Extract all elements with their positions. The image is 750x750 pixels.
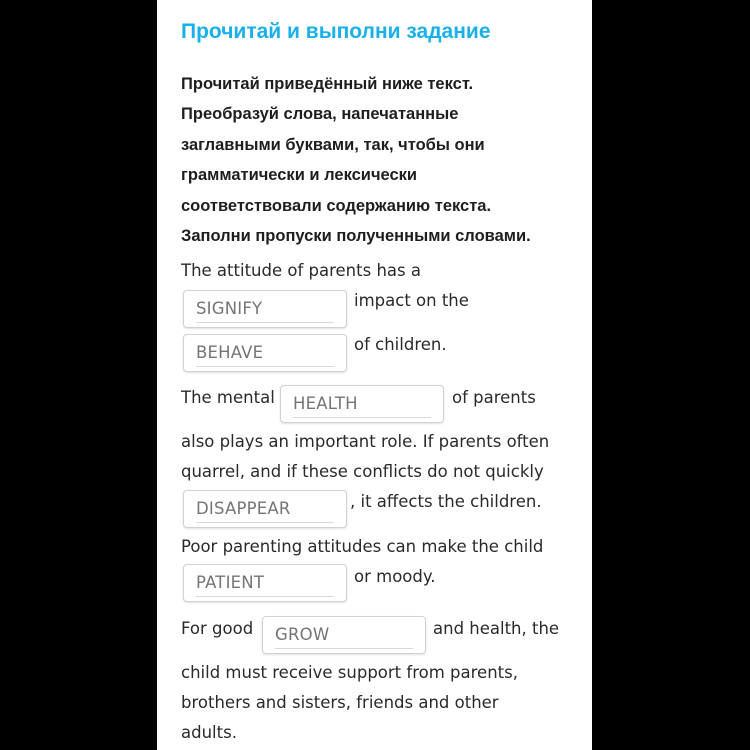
signify-input[interactable]	[196, 295, 334, 323]
gap-disappear[interactable]	[183, 490, 347, 528]
gap-behave[interactable]	[183, 334, 347, 372]
patient-input[interactable]	[196, 569, 334, 597]
text-line: brothers and sisters, friends and other	[181, 693, 499, 712]
text-line: For good	[181, 619, 254, 638]
text-line: and health, the	[433, 619, 560, 638]
text-line: adults.	[181, 723, 237, 742]
behave-input[interactable]	[196, 339, 334, 367]
instruction-line: Преобразуй слова, напечатанные	[181, 105, 459, 124]
text-line: impact on the	[354, 291, 469, 310]
text-line: The attitude of parents has a	[181, 261, 421, 280]
text-line: quarrel, and if these conflicts do not quickly	[181, 462, 544, 481]
instruction-line: соответствовали содержанию текста.	[181, 196, 492, 215]
text-line: or moody.	[354, 567, 436, 586]
text-line: also plays an important role. If parents often	[181, 432, 550, 451]
gap-grow[interactable]	[262, 616, 426, 654]
gap-patient[interactable]	[183, 564, 347, 602]
text-line: The mental	[181, 388, 275, 407]
grow-input[interactable]	[275, 621, 413, 649]
instruction-line: Заполни пропуски полученными словами.	[181, 227, 531, 246]
text-line: child must receive support from parents,	[181, 663, 518, 682]
health-input[interactable]	[293, 390, 431, 418]
disappear-input[interactable]	[196, 495, 334, 523]
text-line: of children.	[354, 335, 447, 354]
gap-health[interactable]	[280, 385, 444, 423]
instruction-line: грамматически и лексически	[181, 166, 418, 185]
gap-signify[interactable]	[183, 290, 347, 328]
page-title: Прочитай и выполни задание	[181, 20, 491, 43]
task-instructions	[181, 69, 581, 251]
text-line: of parents	[452, 388, 536, 407]
instruction-line: заглавными буквами, так, чтобы они	[181, 135, 485, 154]
instruction-line: Прочитай приведённый ниже текст.	[181, 75, 474, 93]
task-page	[157, 0, 592, 750]
text-line: , it affects the children.	[350, 492, 542, 511]
text-line: Poor parenting attitudes can make the child	[181, 537, 544, 556]
